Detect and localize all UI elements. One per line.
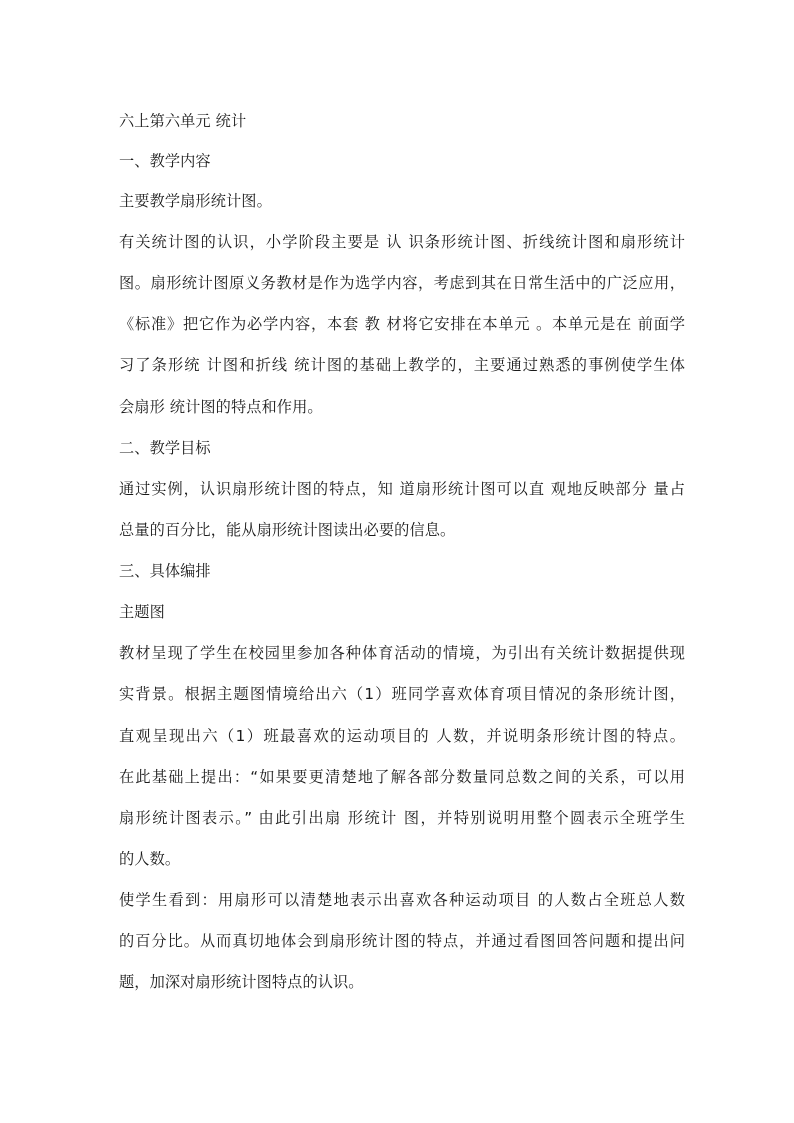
paragraph-line: 的百分比。从而真切地体会到扇形统计图的特点，并通过看图回答问题和提出问 — [119, 932, 685, 950]
paragraph-line: 的人数。 — [119, 850, 181, 868]
paragraph-line: 通过实例，认识扇形统计图的特点，知 道扇形统计图可以直 观地反映部分 量占 — [119, 480, 685, 498]
paragraph-line: 《标准》把它作为必学内容，本套 教 材将它安排在本单元 。本单元是在 前面学 — [119, 315, 685, 333]
section-heading-teaching-content: 一、教学内容 — [119, 152, 211, 170]
section-heading-arrangement: 三、具体编排 — [119, 562, 211, 580]
section-lead-text: 主要教学扇形统计图。 — [119, 192, 272, 210]
paragraph-line: 总量的百分比，能从扇形统计图读出必要的信息。 — [119, 521, 456, 539]
paragraph-line: 在此基础上提出：“如果要更清楚地了解各部分数量同总数之间的关系，可以用 — [119, 768, 685, 786]
subheading-theme-picture: 主题图 — [119, 603, 165, 621]
paragraph-line: 实背景。根据主题图情境给出六（1）班同学喜欢体育项目情况的条形统计图， — [119, 685, 685, 703]
document-title: 六上第六单元 统计 — [119, 112, 247, 130]
paragraph-line: 会扇形 统计图的特点和作用。 — [119, 398, 323, 416]
paragraph-line: 有关统计图的认识，小学阶段主要是 认 识条形统计图、折线统计图和扇形统计 — [119, 233, 685, 251]
paragraph-line: 图。扇形统计图原义务教材是作为选学内容，考虑到其在日常生活中的广泛应用， — [119, 274, 685, 292]
paragraph-line: 习了条形统 计图和折线 统计图的基础上教学的，主要通过熟悉的事例使学生体 — [119, 356, 685, 374]
paragraph-line: 使学生看到：用扇形可以清楚地表示出喜欢各种运动项目 的人数占全班总人数 — [119, 891, 685, 909]
section-heading-teaching-goals: 二、教学目标 — [119, 439, 211, 457]
paragraph-line: 题，加深对扇形统计图特点的认识。 — [119, 973, 364, 991]
paragraph-line: 扇形统计图表示。” 由此引出扇 形统计 图，并特别说明用整个圆表示全班学生 — [119, 809, 685, 827]
paragraph-line: 教材呈现了学生在校园里参加各种体育活动的情境，为引出有关统计数据提供现 — [119, 644, 685, 662]
paragraph-line: 直观呈现出六（1）班最喜欢的运动项目的 人数，并说明条形统计图的特点。 — [119, 727, 685, 745]
